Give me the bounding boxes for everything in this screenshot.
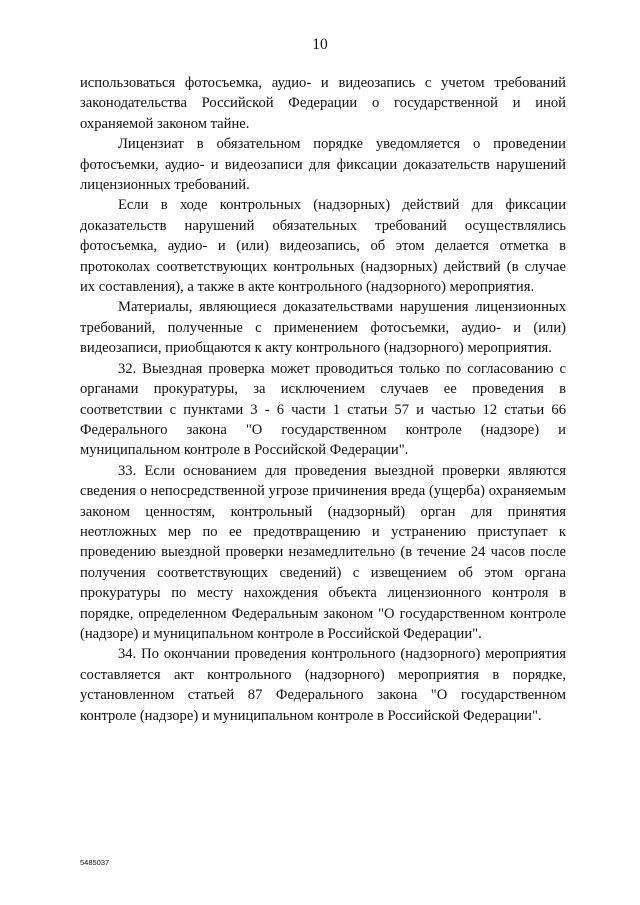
- paragraph-evidence-materials: Материалы, являющиеся доказательствами нарушения лицензионных требований, полученные с применением фотосъемки, аудио- и (или) видеозаписи, приобщаются к акту контрольного (надзорного) мероприятия.: [80, 299, 566, 357]
- paragraph-item-32: 32. Выездная проверка может проводиться только по согласованию с органами прокуратуры, за исключением случаев ее проведения в соответствии с пунктами 3 - 6 части 1 статьи 57 и частью 12 статьи 66 Федерального закона "О государственном контроле (надзоре) и муниципальном контроле в Российской Федерации".: [80, 360, 566, 459]
- paragraph-item-33: 33. Если основанием для проведения выездной проверки являются сведения о непосредственной угрозе причинения вреда (ущерба) охраняемым законом ценностям, контрольный (надзорный) орган для принятия неотложных мер по ее предотвращению и устранению приступает к проведению выездной проверки незамедлительно (в течение 24 часов после получения соответствующих сведений) с извещением об этом органа прокуратуры по месту нахождения объекта лицензионного контроля в порядке, определенном Федеральным законом "О государственном контроле (надзоре) и муниципальном контроле в Российской Федерации".: [80, 462, 566, 642]
- document-code: 5485037: [80, 858, 110, 867]
- page-number: 10: [312, 36, 328, 53]
- paragraph-item-34: 34. По окончании проведения контрольного (надзорного) мероприятия составляется акт контрольного (надзорного) мероприятия в порядке, установленном статьей 87 Федерального закона "О государственном контроле (надзоре) и муниципальном контроле в Российской Федерации".: [80, 646, 566, 724]
- paragraph-licensee-notice: Лицензиат в обязательном порядке уведомляется о проведении фотосъемки, аудио- и видеозаписи для фиксации доказательств нарушений лицензионных требований.: [80, 136, 566, 194]
- paragraph-recording-note: Если в ходе контрольных (надзорных) действий для фиксации доказательств нарушений обязательных требований осуществлялись фотосъемка, аудио- и (или) видеозапись, об этом делается отметка в протоколах соответствующих контрольных (надзорных) действий (в случае их составления), а также в акте контрольного (надзорного) мероприятия.: [80, 197, 566, 296]
- document-body: [80, 73, 566, 726]
- paragraph-continuation: использоваться фотосъемка, аудио- и видеозапись с учетом требований законодательства Российской Федерации о государственной и иной охраняемой законом тайне.: [80, 75, 566, 132]
